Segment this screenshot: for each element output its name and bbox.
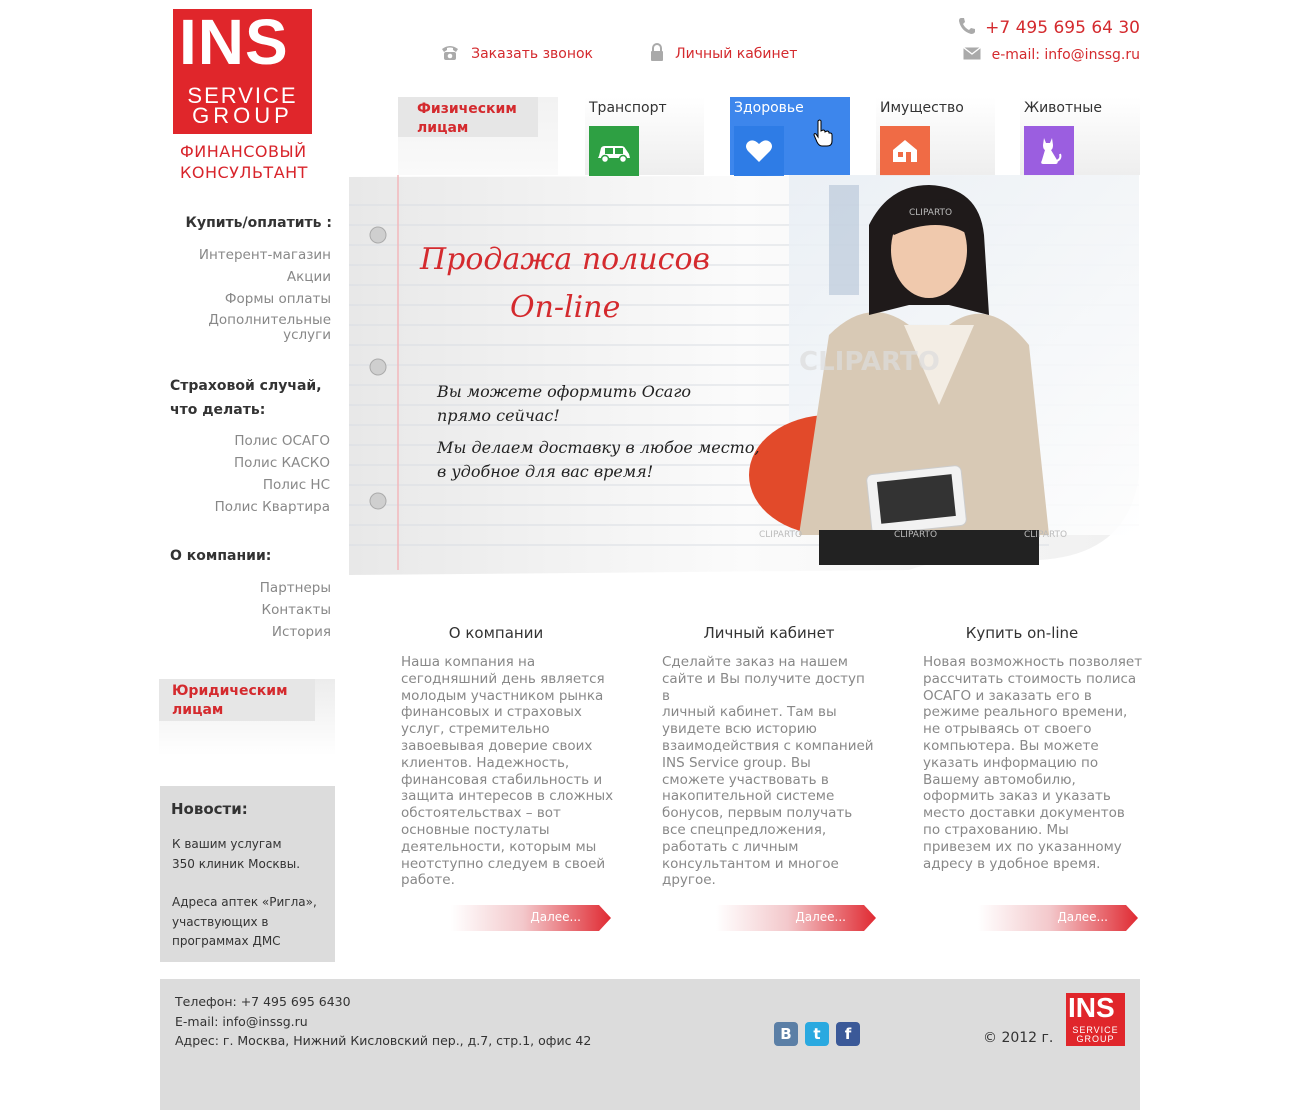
col-text-line: Наша компания на (401, 654, 536, 670)
tab-legal-entities[interactable] (159, 679, 335, 756)
more-buy-label: Далее... (1057, 910, 1108, 924)
col-text-line: рассчитать стоимость полиса (923, 670, 1137, 687)
cabinet-link[interactable] (650, 43, 797, 62)
banner-text4: в удобное для вас время! (437, 462, 654, 481)
more-cabinet-button[interactable] (716, 905, 876, 931)
news-item-pharmacies-line2: участвующих в (172, 914, 269, 929)
col-text-line: работе. (401, 872, 455, 889)
col-text-line: работать с личным (662, 838, 799, 855)
sidebar-case-heading (160, 374, 332, 422)
header-phone[interactable] (958, 17, 1140, 38)
col-text-line: основные постулаты (401, 821, 550, 838)
twitter-icon[interactable]: t (805, 1022, 829, 1046)
sidebar-case-heading-line2: что делать: (170, 402, 266, 418)
sidebar-item-ns[interactable]: Полис НС (262, 477, 330, 493)
tab-transport-label: Транспорт (589, 100, 667, 116)
tab-property[interactable] (876, 97, 995, 175)
callback-link[interactable] (440, 43, 593, 62)
banner-title1: Продажа полисов (420, 242, 710, 277)
col-text-line: по страхованию. Мы (923, 821, 1069, 838)
col-text-line: завоевывая доверие своих (401, 737, 593, 754)
facebook-icon[interactable]: f (836, 1022, 860, 1046)
tab-animals[interactable] (1020, 97, 1140, 175)
sidebar-case-heading-line1: Страховой случай, (170, 378, 322, 394)
tagline-line2: КОНСУЛЬТАНТ (180, 163, 308, 182)
col-text-line: привезем их по указанному (923, 838, 1122, 855)
sidebar-item-history[interactable]: История (271, 624, 331, 640)
house-icon (880, 126, 930, 176)
col-cabinet-title: Личный кабинет (703, 624, 835, 642)
callback-label: Заказать звонок (471, 46, 593, 62)
news-item-clinics-line2: 350 клиник Москвы. (172, 856, 301, 871)
col-text-line: Сделайте заказ на нашем (662, 654, 848, 670)
sidebar-item-promotions[interactable]: Акции (286, 269, 331, 285)
banner-text2: прямо сейчас! (437, 406, 560, 425)
cursor-hand-icon (813, 119, 833, 147)
col-text-line: консультантом и многое (662, 855, 839, 872)
sidebar-item-extra-services-line1: Дополнительные (208, 312, 331, 328)
col-text-line: другое. (662, 872, 716, 889)
sidebar-item-extra-services-line2: услуги (283, 327, 331, 343)
col-text-line: накопительной системе (662, 788, 835, 805)
news-item-pharmacies-line1: Адреса аптек «Ригла», (172, 895, 317, 909)
col-text-line: клиентов. Надежность, (401, 754, 570, 771)
col-text-line: неотступно следуем в своей (401, 855, 606, 872)
col-text-line: все спецпредложения, (662, 821, 827, 838)
tab-legal-label (172, 682, 288, 720)
tagline (180, 141, 308, 183)
banner-text1: Вы можете оформить Осаго (437, 382, 692, 401)
col-text-line: ОСАГО и заказать его в (923, 687, 1092, 704)
hero-banner (349, 175, 1141, 575)
col-text-line: деятельности, которым мы (401, 838, 597, 855)
tab-legal-line1: Юридическим (172, 683, 288, 699)
news-item-clinics-line1: К вашим услугам (172, 837, 282, 851)
car-icon (589, 126, 639, 176)
sidebar-item-kasko[interactable]: Полис КАСКО (234, 455, 330, 471)
col-about-text (401, 654, 616, 889)
tab-health-label: Здоровье (734, 100, 804, 116)
news-item-pharmacies[interactable] (172, 893, 332, 952)
more-about-button[interactable] (451, 905, 611, 931)
col-text-line: взаимодействия с компанией (662, 737, 874, 754)
email-address: e-mail: info@inssg.ru (991, 47, 1140, 63)
col-text-line: обстоятельствах – вот (401, 805, 561, 822)
footer-contacts (175, 992, 591, 1051)
sidebar-item-partners[interactable]: Партнеры (259, 580, 331, 596)
col-text-line: финансовых и страховых (401, 704, 582, 721)
cat-icon (1024, 126, 1074, 176)
tab-transport[interactable] (585, 97, 704, 175)
footer-logo-line2: GROUP (1076, 1034, 1115, 1044)
sidebar-about-heading: О компании: (170, 548, 272, 564)
more-cabinet-label: Далее... (795, 910, 846, 924)
header-email[interactable] (963, 47, 1140, 63)
col-text-line: молодым участником рынка (401, 687, 604, 704)
svg-text:CLIPARTO: CLIPARTO (759, 530, 803, 540)
col-text-line: Вашему автомобилю, (923, 771, 1076, 788)
col-text-line: не отрываясь от своего (923, 721, 1092, 738)
col-text-line: компьютера. Вы можете (923, 737, 1099, 754)
svg-text:CLIPARTO: CLIPARTO (894, 530, 938, 540)
footer-address: Адрес: г. Москва, Нижний Кисловский пер., д.7, стр.1, офис 42 (175, 1033, 592, 1048)
handset-icon (958, 17, 976, 35)
tagline-line1: ФИНАНСОВЫЙ (180, 142, 307, 161)
envelope-icon (963, 47, 981, 60)
sidebar-buy-links (160, 244, 331, 343)
col-text-line: режиме реального времени, (923, 704, 1128, 721)
tab-legal-line2: лицам (172, 702, 224, 718)
copyright: © 2012 г. (983, 1030, 1054, 1046)
news-box (160, 786, 335, 962)
col-text-line: Новая возможность позволяет (923, 654, 1143, 670)
col-text-line: место доставки документов (923, 805, 1125, 822)
news-item-pharmacies-line3: программах ДМС (172, 934, 281, 948)
svg-text:CLIPARTO: CLIPARTO (1024, 530, 1068, 540)
news-item-clinics[interactable] (172, 835, 332, 874)
sidebar-item-extra-services[interactable] (160, 313, 331, 343)
tab-individuals[interactable] (398, 97, 558, 175)
col-about-title: О компании (448, 624, 544, 642)
col-text-line: INS Service group. Вы (662, 754, 811, 771)
col-text-line: увидете всю историю (662, 721, 817, 738)
sidebar-item-osago[interactable]: Полис ОСАГО (234, 433, 330, 449)
lock-icon (650, 43, 664, 61)
logo-line2: GROUP (192, 103, 293, 128)
sidebar-item-contacts[interactable]: Контакты (261, 602, 331, 618)
col-cabinet-text (662, 654, 877, 889)
heart-icon (734, 126, 784, 176)
footer-logo-title: INS (1068, 992, 1115, 1023)
footer-logo-line1: SERVICE (1072, 1025, 1119, 1035)
sidebar-about-links (160, 577, 331, 643)
tab-individuals-line2: лицам (417, 120, 469, 136)
logo-line1: SERVICE (187, 83, 298, 108)
col-buy-title: Купить on-line (965, 624, 1079, 642)
col-text-line: бонусов, первым получать (662, 805, 853, 822)
tab-individuals-label (417, 100, 517, 138)
sidebar-buy-heading: Купить/оплатить : (185, 215, 332, 231)
vk-icon[interactable]: B (774, 1022, 798, 1046)
cabinet-label: Личный кабинет (675, 46, 798, 62)
col-text-line: услуг, стремительно (401, 721, 550, 738)
tab-health[interactable] (730, 97, 850, 175)
more-buy-button[interactable] (978, 905, 1138, 931)
banner-headline (420, 236, 710, 332)
more-about-label: Далее... (530, 910, 581, 924)
sidebar-item-eshop[interactable]: Интерент-магазин (198, 247, 331, 263)
logo[interactable] (173, 6, 312, 134)
col-text-line: адресу в удобное время. (923, 855, 1101, 872)
logo-title: INS (179, 6, 289, 78)
phone-icon (440, 43, 460, 61)
sidebar-case-links (160, 430, 330, 518)
phone-number: +7 495 695 64 30 (985, 18, 1140, 38)
col-text-line: оформить заказ и указать (923, 788, 1111, 805)
col-text-line: финансовая стабильность и (401, 771, 603, 788)
col-text-line: указать информацию по (923, 754, 1099, 771)
col-text-line: сайте и Вы получите доступ в (662, 670, 865, 704)
col-text-line: личный кабинет. Там вы (662, 704, 837, 721)
tab-property-label: Имущество (880, 100, 964, 116)
svg-text:CLIPARTO: CLIPARTO (799, 347, 940, 377)
footer-phone: Телефон: +7 495 695 6430 (175, 994, 351, 1009)
sidebar-item-payment-forms[interactable]: Формы оплаты (224, 291, 331, 307)
col-text-line: сегодняшний день является (401, 670, 605, 687)
footer-email[interactable]: E-mail: info@inssg.ru (175, 1013, 308, 1029)
tab-individuals-line1: Физическим (417, 101, 517, 117)
col-text-line: сможете участвовать в (662, 771, 829, 788)
footer-logo[interactable] (1066, 993, 1125, 1046)
watermark-top: CLIPARTO (909, 208, 953, 218)
news-heading: Новости: (171, 800, 248, 818)
col-text-line: защита интересов в сложных (401, 788, 614, 805)
banner-title2: On-line (510, 290, 621, 325)
col-buy-text (923, 654, 1143, 872)
sidebar-item-apartment[interactable]: Полис Квартира (214, 499, 330, 515)
banner-body (437, 380, 760, 484)
banner-text3: Мы делаем доставку в любое место, (437, 438, 760, 457)
tab-animals-label: Животные (1024, 100, 1102, 116)
